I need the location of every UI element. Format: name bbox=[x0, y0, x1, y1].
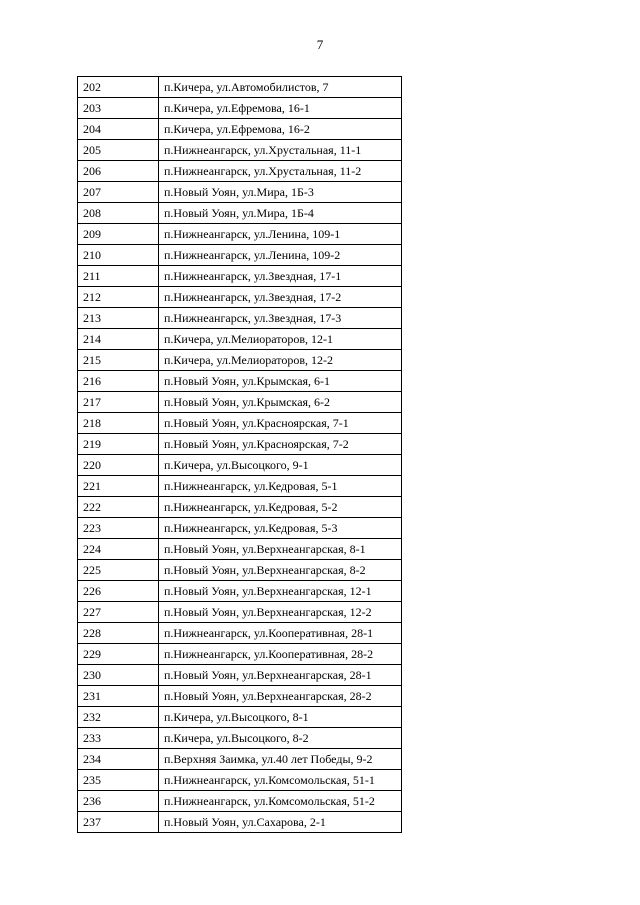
table-row bbox=[78, 413, 402, 434]
address-cell: п.Новый Уоян, ул.Красноярская, 7-1 bbox=[159, 413, 402, 434]
table-row bbox=[78, 287, 402, 308]
row-number-cell: 208 bbox=[78, 203, 159, 224]
table-row bbox=[78, 581, 402, 602]
address-cell: п.Верхняя Заимка, ул.40 лет Победы, 9-2 bbox=[159, 749, 402, 770]
table-row bbox=[78, 560, 402, 581]
table-row bbox=[78, 161, 402, 182]
table-row bbox=[78, 77, 402, 98]
row-number-cell: 205 bbox=[78, 140, 159, 161]
page-number: 7 bbox=[316, 37, 324, 52]
address-cell: п.Новый Уоян, ул.Мира, 1Б-3 bbox=[159, 182, 402, 203]
address-cell: п.Кичера, ул.Мелиораторов, 12-2 bbox=[159, 350, 402, 371]
table-row bbox=[78, 476, 402, 497]
address-cell: п.Новый Уоян, ул.Верхнеангарская, 28-1 bbox=[159, 665, 402, 686]
address-cell: п.Новый Уоян, ул.Верхнеангарская, 8-1 bbox=[159, 539, 402, 560]
table-row bbox=[78, 497, 402, 518]
address-cell: п.Нижнеангарск, ул.Кедровая, 5-3 bbox=[159, 518, 402, 539]
address-cell: п.Кичера, ул.Мелиораторов, 12-1 bbox=[159, 329, 402, 350]
row-number-cell: 216 bbox=[78, 371, 159, 392]
table-row bbox=[78, 602, 402, 623]
table-row bbox=[78, 266, 402, 287]
address-cell: п.Нижнеангарск, ул.Звездная, 17-1 bbox=[159, 266, 402, 287]
table-row bbox=[78, 539, 402, 560]
address-cell: п.Нижнеангарск, ул.Комсомольская, 51-2 bbox=[159, 791, 402, 812]
table-row bbox=[78, 623, 402, 644]
table-row bbox=[78, 350, 402, 371]
table-row bbox=[78, 707, 402, 728]
row-number-cell: 233 bbox=[78, 728, 159, 749]
row-number-cell: 237 bbox=[78, 812, 159, 833]
address-cell: п.Нижнеангарск, ул.Звездная, 17-3 bbox=[159, 308, 402, 329]
table-row bbox=[78, 644, 402, 665]
row-number-cell: 213 bbox=[78, 308, 159, 329]
table-row bbox=[78, 791, 402, 812]
address-cell: п.Кичера, ул.Высоцкого, 8-1 bbox=[159, 707, 402, 728]
address-cell: п.Кичера, ул.Высоцкого, 9-1 bbox=[159, 455, 402, 476]
address-cell: п.Новый Уоян, ул.Мира, 1Б-4 bbox=[159, 203, 402, 224]
address-cell: п.Нижнеангарск, ул.Ленина, 109-1 bbox=[159, 224, 402, 245]
row-number-cell: 234 bbox=[78, 749, 159, 770]
row-number-cell: 228 bbox=[78, 623, 159, 644]
row-number-cell: 219 bbox=[78, 434, 159, 455]
row-number-cell: 222 bbox=[78, 497, 159, 518]
address-cell: п.Кичера, ул.Ефремова, 16-1 bbox=[159, 98, 402, 119]
address-cell: п.Нижнеангарск, ул.Кедровая, 5-2 bbox=[159, 497, 402, 518]
row-number-cell: 204 bbox=[78, 119, 159, 140]
table-row bbox=[78, 434, 402, 455]
address-cell: п.Новый Уоян, ул.Сахарова, 2-1 bbox=[159, 812, 402, 833]
row-number-cell: 215 bbox=[78, 350, 159, 371]
table-row bbox=[78, 392, 402, 413]
row-number-cell: 203 bbox=[78, 98, 159, 119]
row-number-cell: 212 bbox=[78, 287, 159, 308]
row-number-cell: 224 bbox=[78, 539, 159, 560]
table-row bbox=[78, 455, 402, 476]
address-cell: п.Нижнеангарск, ул.Кооперативная, 28-2 bbox=[159, 644, 402, 665]
address-cell: п.Нижнеангарск, ул.Комсомольская, 51-1 bbox=[159, 770, 402, 791]
row-number-cell: 214 bbox=[78, 329, 159, 350]
row-number-cell: 218 bbox=[78, 413, 159, 434]
row-number-cell: 225 bbox=[78, 560, 159, 581]
row-number-cell: 226 bbox=[78, 581, 159, 602]
table-row bbox=[78, 119, 402, 140]
row-number-cell: 223 bbox=[78, 518, 159, 539]
table-row bbox=[78, 308, 402, 329]
address-cell: п.Нижнеангарск, ул.Кедровая, 5-1 bbox=[159, 476, 402, 497]
row-number-cell: 210 bbox=[78, 245, 159, 266]
address-cell: п.Новый Уоян, ул.Верхнеангарская, 8-2 bbox=[159, 560, 402, 581]
address-cell: п.Новый Уоян, ул.Крымская, 6-1 bbox=[159, 371, 402, 392]
table-row bbox=[78, 770, 402, 791]
row-number-cell: 227 bbox=[78, 602, 159, 623]
row-number-cell: 236 bbox=[78, 791, 159, 812]
address-cell: п.Нижнеангарск, ул.Хрустальная, 11-1 bbox=[159, 140, 402, 161]
address-cell: п.Новый Уоян, ул.Верхнеангарская, 28-2 bbox=[159, 686, 402, 707]
row-number-cell: 232 bbox=[78, 707, 159, 728]
row-number-cell: 217 bbox=[78, 392, 159, 413]
address-cell: п.Новый Уоян, ул.Верхнеангарская, 12-2 bbox=[159, 602, 402, 623]
row-number-cell: 206 bbox=[78, 161, 159, 182]
row-number-cell: 220 bbox=[78, 455, 159, 476]
address-cell: п.Новый Уоян, ул.Красноярская, 7-2 bbox=[159, 434, 402, 455]
table-row bbox=[78, 329, 402, 350]
row-number-cell: 235 bbox=[78, 770, 159, 791]
address-cell: п.Нижнеангарск, ул.Хрустальная, 11-2 bbox=[159, 161, 402, 182]
address-cell: п.Кичера, ул.Высоцкого, 8-2 bbox=[159, 728, 402, 749]
table-row bbox=[78, 203, 402, 224]
row-number-cell: 209 bbox=[78, 224, 159, 245]
table-row bbox=[78, 182, 402, 203]
address-cell: п.Нижнеангарск, ул.Ленина, 109-2 bbox=[159, 245, 402, 266]
address-cell: п.Кичера, ул.Автомобилистов, 7 bbox=[159, 77, 402, 98]
row-number-cell: 229 bbox=[78, 644, 159, 665]
table-row bbox=[78, 686, 402, 707]
table-row bbox=[78, 812, 402, 833]
address-cell: п.Нижнеангарск, ул.Звездная, 17-2 bbox=[159, 287, 402, 308]
address-table bbox=[77, 76, 402, 833]
table-row bbox=[78, 728, 402, 749]
row-number-cell: 207 bbox=[78, 182, 159, 203]
table-row bbox=[78, 140, 402, 161]
table-row bbox=[78, 518, 402, 539]
address-table-body bbox=[78, 77, 402, 833]
address-cell: п.Нижнеангарск, ул.Кооперативная, 28-1 bbox=[159, 623, 402, 644]
row-number-cell: 231 bbox=[78, 686, 159, 707]
row-number-cell: 230 bbox=[78, 665, 159, 686]
table-row bbox=[78, 749, 402, 770]
table-row bbox=[78, 98, 402, 119]
row-number-cell: 211 bbox=[78, 266, 159, 287]
address-cell: п.Новый Уоян, ул.Крымская, 6-2 bbox=[159, 392, 402, 413]
address-cell: п.Новый Уоян, ул.Верхнеангарская, 12-1 bbox=[159, 581, 402, 602]
table-row bbox=[78, 245, 402, 266]
table-row bbox=[78, 371, 402, 392]
table-row bbox=[78, 665, 402, 686]
table-row bbox=[78, 224, 402, 245]
address-cell: п.Кичера, ул.Ефремова, 16-2 bbox=[159, 119, 402, 140]
row-number-cell: 221 bbox=[78, 476, 159, 497]
row-number-cell: 202 bbox=[78, 77, 159, 98]
